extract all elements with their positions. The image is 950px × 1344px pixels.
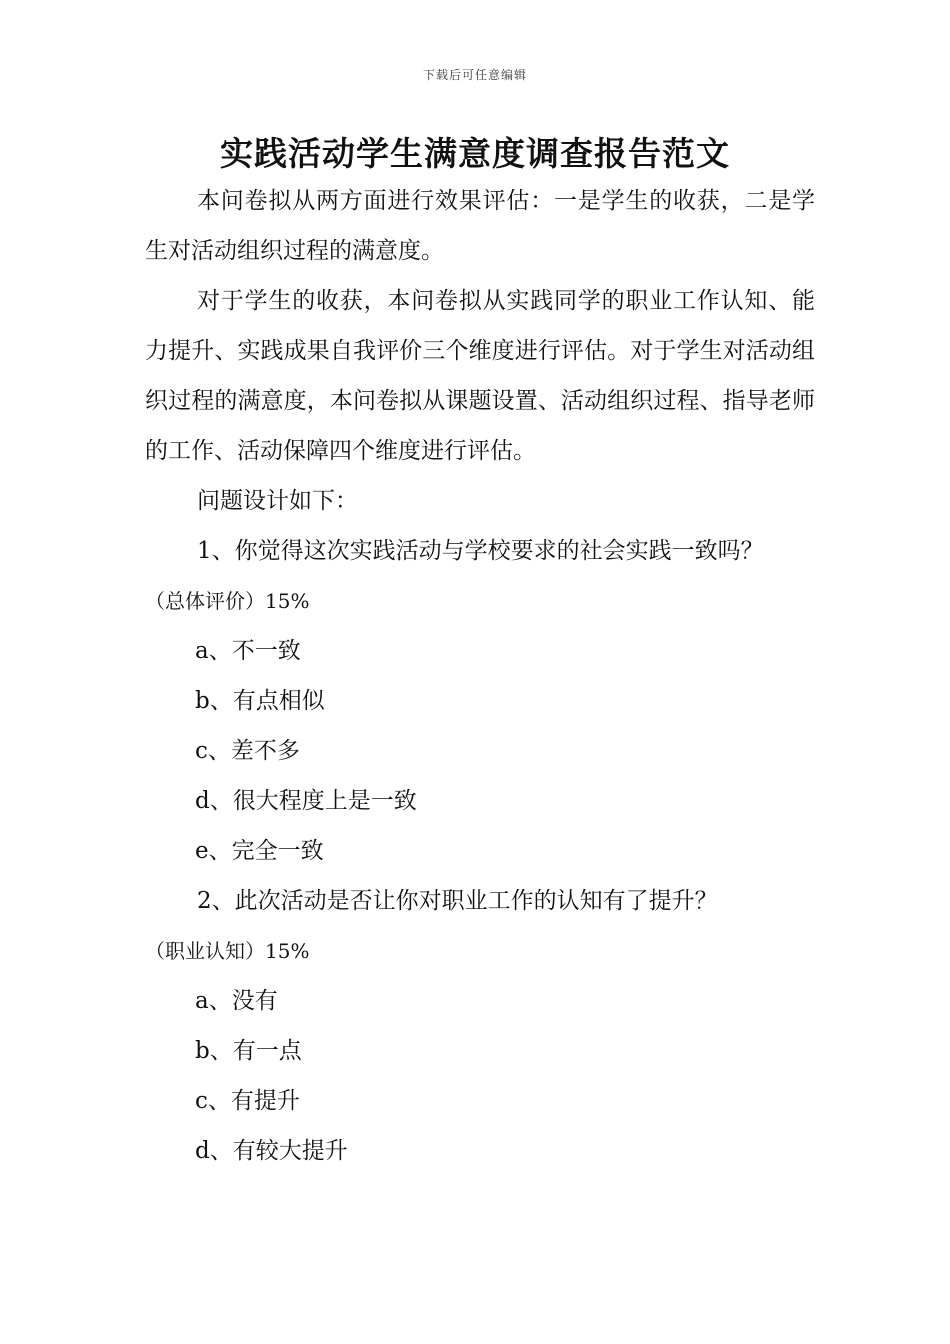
answer-option: a、没有 xyxy=(195,988,278,1014)
header-note: 下载后可任意编辑 xyxy=(422,68,527,82)
question-text: 2、此次活动是否让你对职业工作的认知有了提升？ xyxy=(197,888,718,914)
answer-option: d、很大程度上是一致 xyxy=(195,788,417,814)
intro-paragraph: 本问卷拟从两方面进行效果评估：一是学生的收获，二是学生对活动组织过程的满意度。 xyxy=(145,188,815,264)
design-heading: 问题设计如下： xyxy=(197,488,358,514)
question-category: （总体评价）15% xyxy=(145,589,310,613)
answer-option: b、有点相似 xyxy=(195,688,325,714)
question-block xyxy=(145,876,815,1176)
answer-option: b、有一点 xyxy=(195,1038,302,1064)
answer-option: a、不一致 xyxy=(195,638,301,664)
answer-option: d、有较大提升 xyxy=(195,1138,348,1164)
document-body xyxy=(145,176,815,1176)
question-category: （职业认知）15% xyxy=(145,939,310,963)
answer-option: c、有提升 xyxy=(195,1088,300,1114)
answer-option: c、差不多 xyxy=(195,738,300,764)
question-text: 1、你觉得这次实践活动与学校要求的社会实践一致吗？ xyxy=(197,538,764,564)
document-title: 实践活动学生满意度调查报告范文 xyxy=(220,134,730,173)
question-block xyxy=(145,526,815,876)
dimension-paragraph: 对于学生的收获，本问卷拟从实践同学的职业工作认知、能力提升、实践成果自我评价三个维度进行评估。对于学生对活动组织过程的满意度，本问卷拟从课题设置、活动组织过程、指导老师的工作、活动保障四个维度进行评估。 xyxy=(145,288,815,464)
answer-option: e、完全一致 xyxy=(195,838,324,864)
